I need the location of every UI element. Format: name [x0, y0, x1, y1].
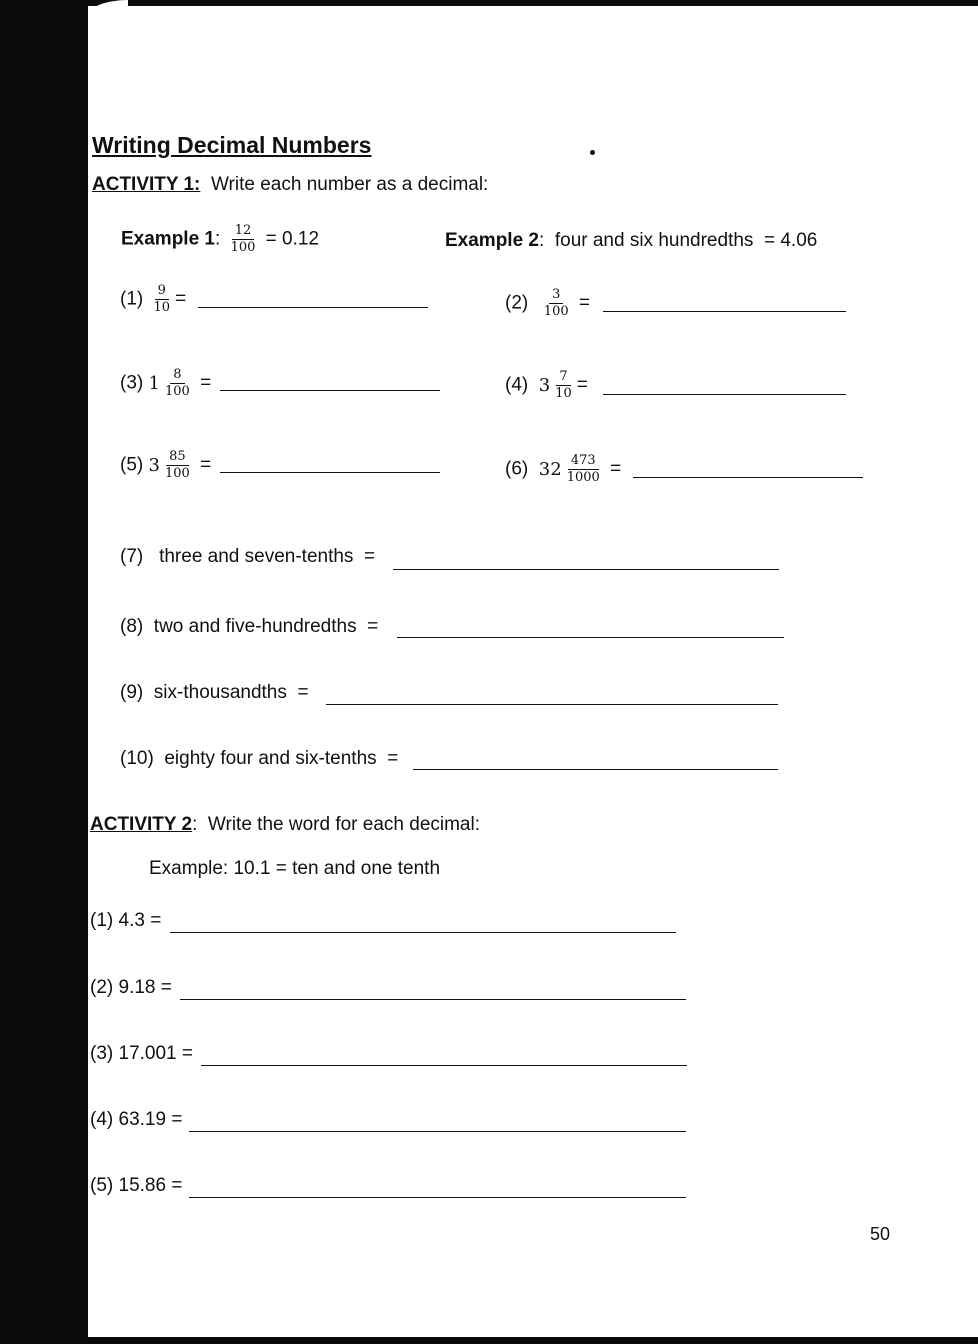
item-number: (10)	[120, 748, 154, 769]
denominator: 10	[153, 300, 171, 315]
item-number: (5)	[120, 454, 144, 476]
item-number: (3)	[120, 372, 144, 394]
equals-sign: =	[200, 454, 212, 476]
example2-text: four and six hundredths	[554, 230, 754, 251]
item-text: eighty four and six-tenths	[164, 748, 377, 769]
activity1-header	[92, 174, 488, 196]
equals-sign: =	[367, 616, 379, 637]
decimal-item-2: (2) 9.18 =	[90, 977, 172, 998]
fraction-item-3	[120, 368, 211, 399]
activity2-colon: :	[192, 814, 198, 835]
decimal-item-1: (1) 4.3 =	[90, 910, 162, 931]
example1	[121, 224, 319, 255]
whole-number: 32	[538, 459, 562, 480]
answer-line-3[interactable]	[220, 390, 440, 391]
word-answer-line-2[interactable]	[180, 999, 686, 1000]
answer-line-4[interactable]	[603, 394, 846, 395]
scan-shadow-bottom	[60, 1337, 978, 1344]
fraction-item-1	[120, 284, 186, 315]
answer-line-7[interactable]	[393, 569, 779, 570]
fraction	[541, 288, 572, 319]
fraction	[162, 450, 193, 481]
numerator: 8	[170, 368, 184, 384]
item-number: (7)	[120, 546, 144, 567]
item-number: (8)	[120, 616, 144, 637]
activity2-header	[90, 814, 480, 836]
activity2-label: ACTIVITY 2	[90, 814, 193, 835]
answer-line-9[interactable]	[326, 704, 778, 705]
word-answer-line-3[interactable]	[201, 1065, 687, 1066]
answer-line-1[interactable]	[198, 307, 428, 308]
example1-numerator: 12	[232, 224, 255, 240]
denominator: 10	[555, 386, 572, 401]
whole-number: 3	[148, 455, 160, 476]
equals-sign: =	[610, 458, 622, 480]
denominator: 100	[543, 304, 569, 319]
fraction	[162, 368, 193, 399]
denominator: 100	[164, 384, 190, 399]
word-answer-line-5[interactable]	[189, 1197, 686, 1198]
example1-result: = 0.12	[265, 228, 320, 250]
answer-line-6[interactable]	[633, 477, 863, 478]
fraction	[151, 284, 174, 315]
example2-colon: :	[539, 230, 545, 251]
stray-mark	[590, 150, 595, 155]
word-item-8	[120, 616, 378, 638]
item-number: (4)	[505, 374, 529, 396]
whole-number: 1	[148, 373, 160, 394]
word-item-7	[120, 546, 375, 568]
fraction-item-6	[505, 454, 621, 485]
denominator: 100	[164, 466, 190, 481]
decimal-item-4: (4) 63.19 =	[90, 1109, 183, 1130]
equals-sign: =	[297, 682, 309, 703]
example1-denominator: 100	[230, 240, 256, 255]
equals-sign: =	[200, 372, 212, 394]
page-title: Writing Decimal Numbers	[92, 132, 372, 158]
item-number: (2)	[505, 292, 529, 314]
equals-sign: =	[175, 288, 187, 310]
word-item-10	[120, 748, 398, 770]
example1-colon: :	[215, 228, 221, 250]
numerator: 9	[155, 284, 169, 300]
denominator: 1000	[566, 470, 600, 485]
word-item-9	[120, 682, 309, 704]
example2	[445, 230, 817, 252]
answer-line-2[interactable]	[603, 311, 846, 312]
example2-result: = 4.06	[763, 230, 818, 251]
numerator: 473	[568, 454, 599, 470]
scan-shadow-left	[0, 0, 88, 1344]
equals-sign: =	[364, 546, 376, 567]
word-answer-line-1[interactable]	[170, 932, 676, 933]
example2-label: Example 2	[445, 230, 539, 251]
fraction	[564, 454, 603, 485]
whole-number: 3	[538, 375, 551, 396]
equals-sign: =	[578, 292, 591, 314]
equals-sign: =	[387, 748, 399, 769]
decimal-item-5: (5) 15.86 =	[90, 1175, 183, 1196]
scan-shadow-top	[88, 0, 978, 6]
item-number: (1)	[120, 288, 144, 310]
item-number: (6)	[505, 458, 529, 480]
fraction-item-5	[120, 450, 211, 481]
answer-line-10[interactable]	[413, 769, 778, 770]
equals-sign: =	[576, 374, 588, 396]
example1-label: Example 1	[121, 228, 215, 250]
example1-fraction	[228, 224, 259, 255]
fraction-item-2	[505, 288, 590, 319]
numerator: 85	[166, 450, 189, 466]
item-text: two and five-hundredths	[153, 616, 357, 637]
word-answer-line-4[interactable]	[189, 1131, 686, 1132]
item-number: (9)	[120, 682, 144, 703]
activity2-example: Example: 10.1 = ten and one tenth	[149, 858, 441, 879]
answer-line-5[interactable]	[220, 472, 440, 473]
page-number: 50	[870, 1224, 891, 1244]
item-text: three and seven-tenths	[159, 546, 354, 567]
activity2-instruction: Write the word for each decimal:	[207, 814, 481, 835]
decimal-item-3: (3) 17.001 =	[90, 1043, 193, 1064]
activity1-instruction: Write each number as a decimal:	[210, 174, 489, 195]
fraction	[552, 370, 575, 401]
numerator: 3	[549, 288, 563, 304]
numerator: 7	[556, 370, 570, 386]
item-text: six-thousandths	[153, 682, 287, 703]
activity1-label: ACTIVITY 1:	[92, 174, 201, 195]
answer-line-8[interactable]	[397, 637, 784, 638]
fraction-item-4	[505, 370, 588, 401]
